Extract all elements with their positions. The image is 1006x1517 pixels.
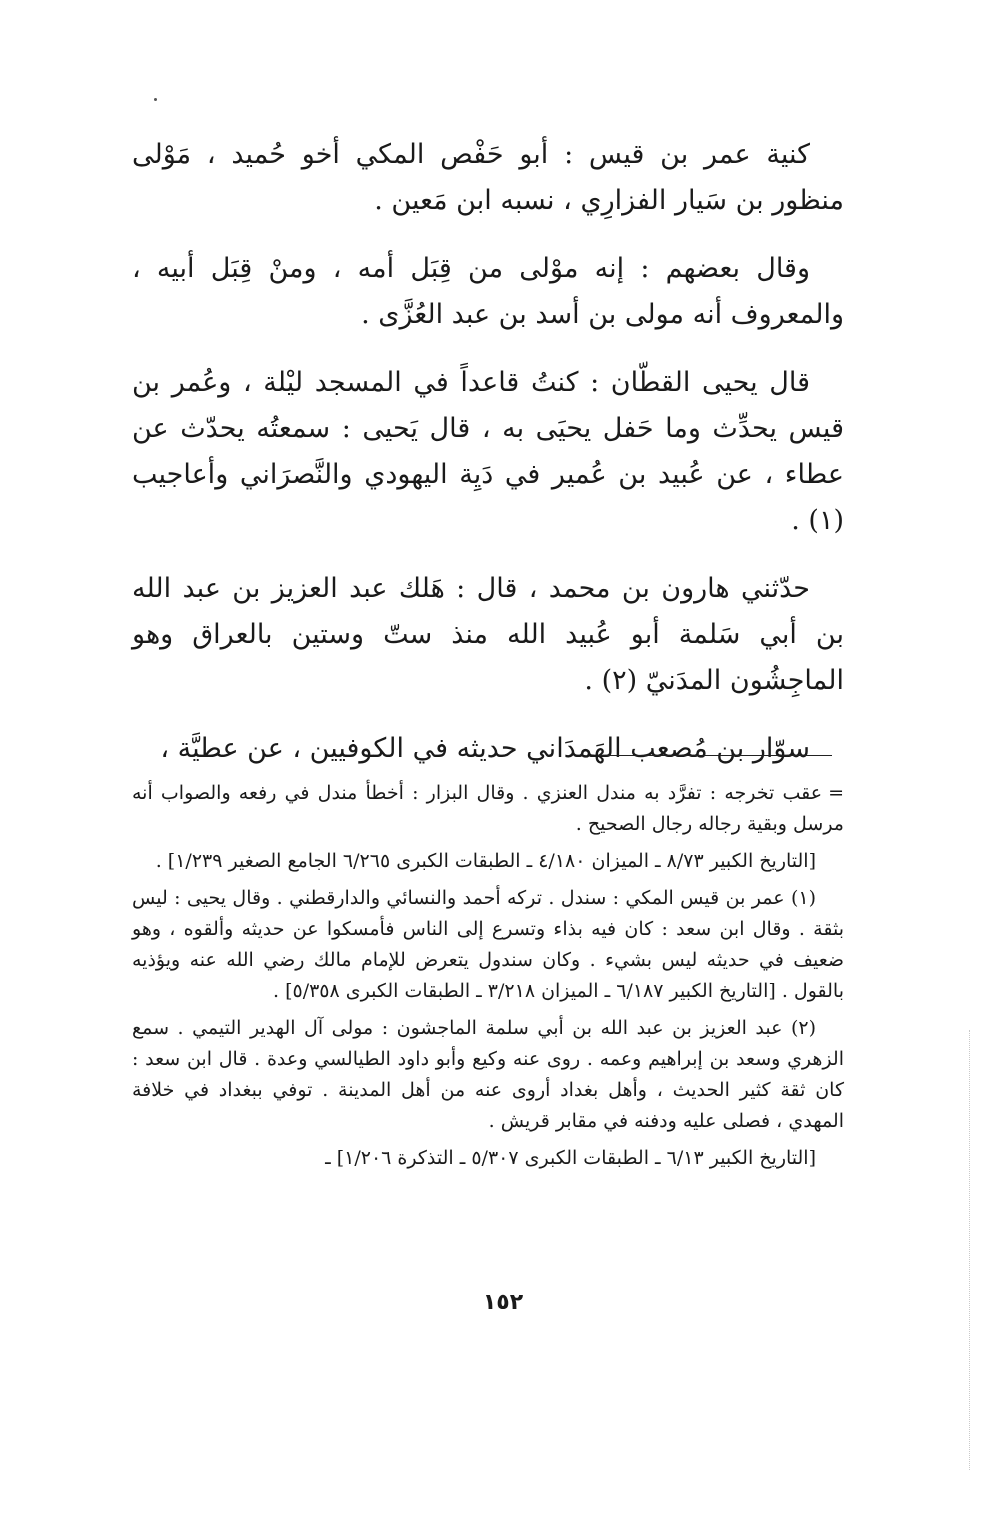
paragraph-mawla: وقال بعضهم : إنه موْلى من قِبَل أمه ، ومنْ قِبَل أبيه ، والمعروف أنه مولى بن أسد بن عبد العُزَّى . bbox=[132, 253, 844, 330]
footnote-continuation-text: عقب تخرجه : تفرَّد به مندل العنزي . وقال البزار : أخطأ مندل في رفعه والصواب أنه مرسل وبقية رجاله رجال الصحيح . bbox=[132, 782, 844, 835]
footnote-continuation bbox=[132, 778, 844, 840]
paragraph-yahya-qattan: قال يحيى القطّان : كنتُ قاعداً في المسجد ليْلة ، وعُمر بن قيس يحدِّث وما حَفل يحيَى به ، قال يَحيى : سمعتُه يحدّث عن عطاء ، عن عُبيد بن عُمير في دَيِة اليهودي والنَّصرَاني وأعاجيب (١) . bbox=[132, 367, 844, 536]
footnote-refs-continuation: [التاريخ الكبير ٨/٧٣ ـ الميزان ٤/١٨٠ ـ الطبقات الكبرى ٦/٢٦٥ الجامع الصغير ١/٢٣٩] . bbox=[155, 850, 816, 872]
paragraph-harun: حدّثني هارون بن محمد ، قال : هَلك عبد العزيز بن عبد الله بن أبي سَلمة أبو عُبيد الله منذ ستّ وستين بالعراق وهو الماجِشُون المدَنيّ (٢) . bbox=[132, 573, 844, 696]
main-body-text bbox=[132, 132, 844, 772]
footnote-2-refs: [التاريخ الكبير ٦/١٣ ـ الطبقات الكبرى ٥/٣٠٧ ـ التذكرة ١/٢٠٦] ـ bbox=[325, 1147, 816, 1169]
footnote-separator bbox=[598, 755, 832, 756]
paragraph-kunya-umar: كنية عمر بن قيس : أبو حَفْص المكي أخو حُميد ، مَوْلى منظور بن سَيار الفزارِي ، نسبه ابن مَعين . bbox=[132, 139, 844, 216]
scan-speck bbox=[154, 98, 157, 101]
page-number: ١٥٢ bbox=[482, 1290, 524, 1315]
scan-edge-line bbox=[968, 1030, 970, 1470]
continuation-mark: = bbox=[828, 782, 844, 804]
footnote-2: (٢) عبد العزيز بن عبد الله بن أبي سلمة الماجشون : مولى آل الهدير التيمي . سمع الزهري وسعد بن إبراهيم وعمه . روى عنه وكيع وأبو داود الطيالسي وعدة . قال ابن سعد : كان ثقة كثير الحديث ، وأهل بغداد أروى عنه من أهل المدينة . توفي ببغداد في خلافة المهدي ، فصلى عليه ودفنه في مقابر قريش . bbox=[132, 1017, 844, 1132]
footnote-1: (١) عمر بن قيس المكي : سندل . تركه أحمد والنسائي والدارقطني . وقال يحيى : ليس بثقة . وقال ابن سعد : كان فيه بذاء وتسرع إلى الناس فأمسكوا عن حديثه وألقوه ، وهو ضعيف في حديثه ليس بشيء . وكان سندول يتعرض للإمام مالك رضي الله عنه ويؤذيه بالقول . [التاريخ الكبير ٦/١٨٧ ـ الميزان ٣/٢١٨ ـ الطبقات الكبرى ٥/٣٥٨] . bbox=[132, 887, 844, 1002]
paragraph-sawwar: سوّار بن مُصعب الهَمدَاني حديثه في الكوفيين ، عن عطيَّة ، bbox=[160, 733, 810, 764]
footnotes bbox=[132, 778, 844, 1180]
